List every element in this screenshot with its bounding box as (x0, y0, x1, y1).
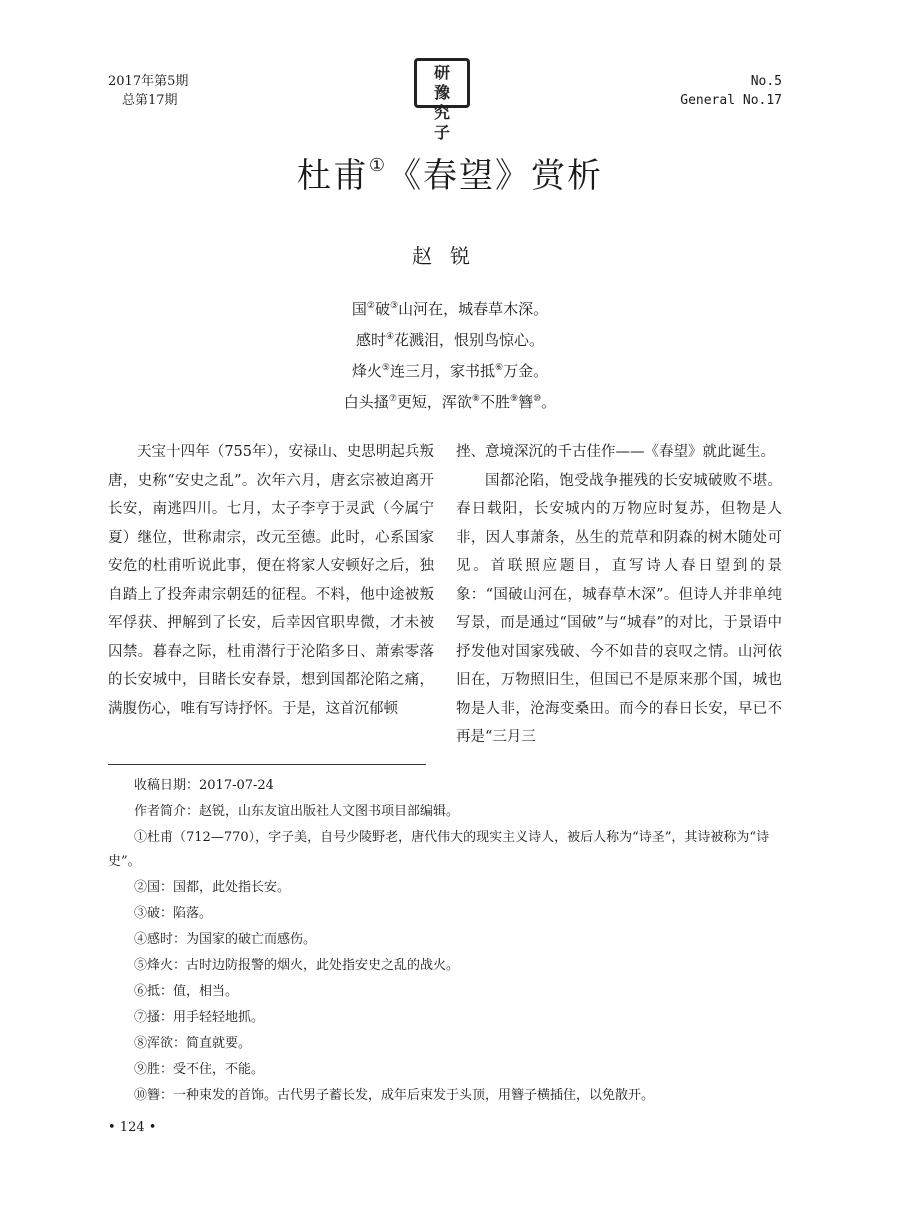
issue-number: 2017年第5期 (108, 74, 189, 89)
seal-char: 究 (433, 103, 450, 122)
poem-line: 烽火⑤连三月，家书抵⑥万金。 (351, 362, 549, 380)
footnote: ⑥抵：值，相当。 (134, 984, 239, 999)
footnote-ref: ① (368, 155, 388, 176)
body-paragraph: 挫、意境深沉的千古佳作——《春望》就此诞生。 (456, 444, 775, 460)
author-bio: 作者简介：赵锐，山东友谊出版社人文图书项目部编辑。 (134, 804, 460, 819)
seal-char: 子 (433, 123, 450, 142)
body-paragraph: 国都沦陷，饱受战争摧残的长安城破败不堪。春日载阳，长安城内的万物应时复苏，但物是人非，因人事萧条，丛生的荒草和阴森的树木随处可见。首联照应题目，直写诗人春日望到的景象：“国破山河在，城春草木深”。但诗人并非单纯写景，而是通过“国破”与“城春”的对比，于景语中抒发他对国家残破、今不如昔的哀叹之情。山河依旧在，万物照旧生，但国已不是原来那个国，城也物是人非，沧海变桑田。而今的春日长安，早已不再是“三月三 (456, 472, 782, 745)
footnote: ④感时：为国家的破亡而感伤。 (134, 932, 317, 947)
general-number-en: General No.17 (680, 93, 782, 108)
footnote: ②国：国都，此处指长安。 (134, 880, 291, 895)
received-date: 收稿日期：2017-07-24 (134, 778, 274, 793)
footnote: ⑩簪：一种束发的首饰。古代男子蓄长发，成年后束发于头顶，用簪子横插住，以免散开。 (134, 1088, 655, 1103)
seal-char: 研 (433, 63, 450, 82)
footnote: ⑦搔：用手轻轻地抓。 (134, 1010, 265, 1025)
total-issue-number: 总第17期 (122, 93, 178, 108)
page-number: • 124 • (108, 1120, 157, 1135)
body-column-left (108, 438, 434, 723)
poem-line: 感时④花溅泪，恨别鸟惊心。 (355, 331, 545, 349)
body-paragraph: 天宝十四年（755年），安禄山、史思明起兵叛唐，史称“安史之乱”。次年六月，唐玄宗被迫离开长安，南逃四川。七月，太子李亨于灵武（今属宁夏）继位，世称肃宗，改元至德。此时，心系国家安危的杜甫听说此事，便在将家人安顿好之后，独自踏上了投奔肃宗朝廷的征程。不料，他中途被叛军俘获、押解到了长安，后幸因官职卑微，才未被囚禁。暮春之际，杜甫潜行于沦陷多日、萧索零落的长安城中，目睹长安春景，想到国都沦陷之痛，满腹伤心，唯有写诗抒怀。于是，这首沉郁顿 (108, 444, 434, 717)
footnote: ⑤烽火：古时边防报警的烟火，此处指安史之乱的战火。 (134, 958, 460, 973)
body-column-right (456, 438, 782, 752)
footnotes (108, 774, 784, 1110)
article-title: 杜甫①《春望》赏析 (296, 155, 604, 196)
poem-line: 白头搔⑦更短，浑欲⑧不胜⑨簪⑩。 (343, 393, 557, 411)
seal-char: 豫 (433, 83, 450, 102)
article-author: 赵锐 (412, 244, 488, 268)
footnote: ③破：陷落。 (134, 906, 213, 921)
journal-seal-logo (414, 58, 470, 142)
poem-block (0, 292, 900, 416)
journal-issue (108, 72, 188, 110)
footnote: ⑧浑欲：简直就要。 (134, 1036, 252, 1051)
footnote: ⑨胜：受不住，不能。 (134, 1062, 265, 1077)
footnote-divider (108, 764, 426, 765)
poem-line: 国②破③山河在，城春草木深。 (351, 300, 549, 318)
journal-issue-en (680, 72, 782, 110)
footnote: ①杜甫（712—770），字子美，自号少陵野老，唐代伟大的现实主义诗人，被后人称为“诗圣”，其诗被称为“诗史”。 (108, 830, 770, 869)
issue-number-en: No.5 (750, 74, 782, 89)
